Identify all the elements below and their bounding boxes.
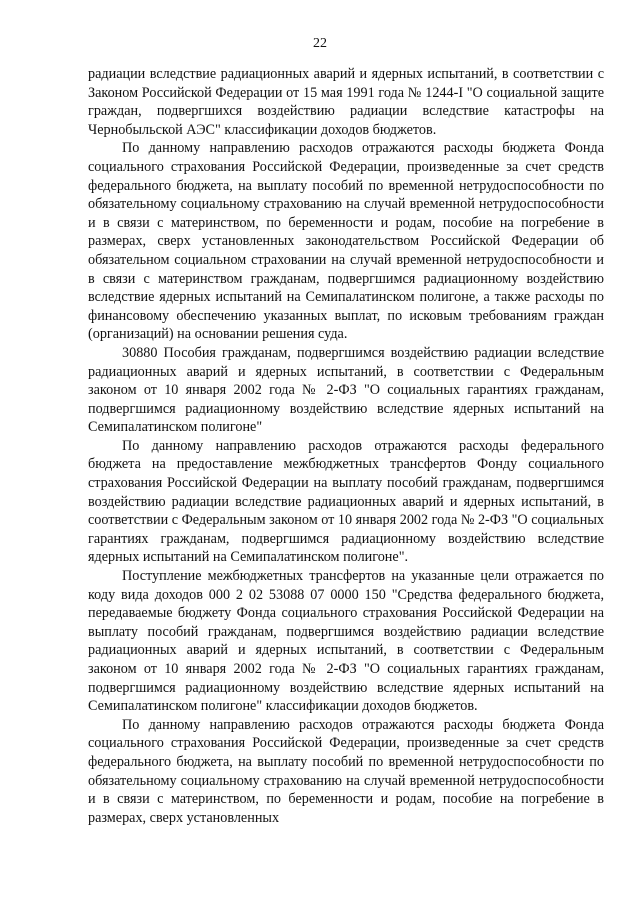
paragraph-1: радиации вследствие радиационных аварий и ядерных испытаний, в соответствии с Законом Российской Федерации от 15 мая 1991 года № 1244-I "О социальной защите граждан, подвергшихся воздействию радиации вследствие катастрофы на Чернобыльской АЭС" классификации доходов бюджетов. — [88, 66, 604, 138]
page-number: 22 — [313, 36, 327, 51]
paragraph-4: По данному направлению расходов отражаются расходы федерального бюджета на предоставление межбюджетных трансфертов Фонду социального страхования Российской Федерации на выплату пособий гражданам, подвергшимся воздействию радиации вследствие радиационных аварий и ядерных испытаний, в соответствии с Федеральным законом от 10 января 2002 года № 2-ФЗ "О социальных гарантиях гражданам, подвергшимся радиационному воздействию вследствие ядерных испытаний на Семипалатинском полигоне". — [88, 437, 604, 566]
paragraph-6: По данному направлению расходов отражаются расходы бюджета Фонда социального страхования Российской Федерации, произведенные за счет средств федерального бюджета, на выплату пособий по временной нетрудоспособности по обязательному социальному страхованию на случай временной нетрудоспособности и в связи с материнством, по беременности и родам, пособие на погребение в размерах, сверх установленных — [88, 716, 604, 826]
document-body — [88, 65, 604, 827]
paragraph-3-code-30880: 30880 Пособия гражданам, подвергшимся воздействию радиации вследствие радиационных аварий и ядерных испытаний, в соответствии с Федеральным законом от 10 января 2002 года № 2-ФЗ "О социальных гарантиях гражданам, подвергшимся радиационному воздействию вследствие ядерных испытаний на Семипалатинском полигоне" — [88, 344, 604, 436]
paragraph-5: Поступление межбюджетных трансфертов на указанные цели отражается по коду вида доходов 000 2 02 53088 07 0000 150 "Средства федерального бюджета, передаваемые бюджету Фонда социального страхования Российской Федерации на выплату пособий гражданам, подвергшимся воздействию радиации вследствие радиационных аварий и ядерных испытаний, в соответствии с Федеральным законом от 10 января 2002 года № 2-ФЗ "О социальных гарантиях гражданам, подвергшимся радиационному воздействию вследствие ядерных испытаний на Семипалатинском полигоне" классификации доходов бюджетов. — [88, 568, 604, 715]
paragraph-2: По данному направлению расходов отражаются расходы бюджета Фонда социального страхования Российской Федерации, произведенные за счет средств федерального бюджета, на выплату пособий по временной нетрудоспособности по обязательному социальному страхованию на случай временной нетрудоспособности и в связи с материнством, по беременности и родам, пособие на погребение в размерах, сверх установленных законодательством Российской Федерации об обязательном социальном страховании на случай временной нетрудоспособности и в связи с материнством гражданам, подвергшимся радиационному воздействию вследствие ядерных испытаний на Семипалатинском полигоне, а также расходы по финансовому обеспечению указанных выплат, по исковым требованиям граждан (организаций) на основании решения суда. — [88, 140, 604, 343]
